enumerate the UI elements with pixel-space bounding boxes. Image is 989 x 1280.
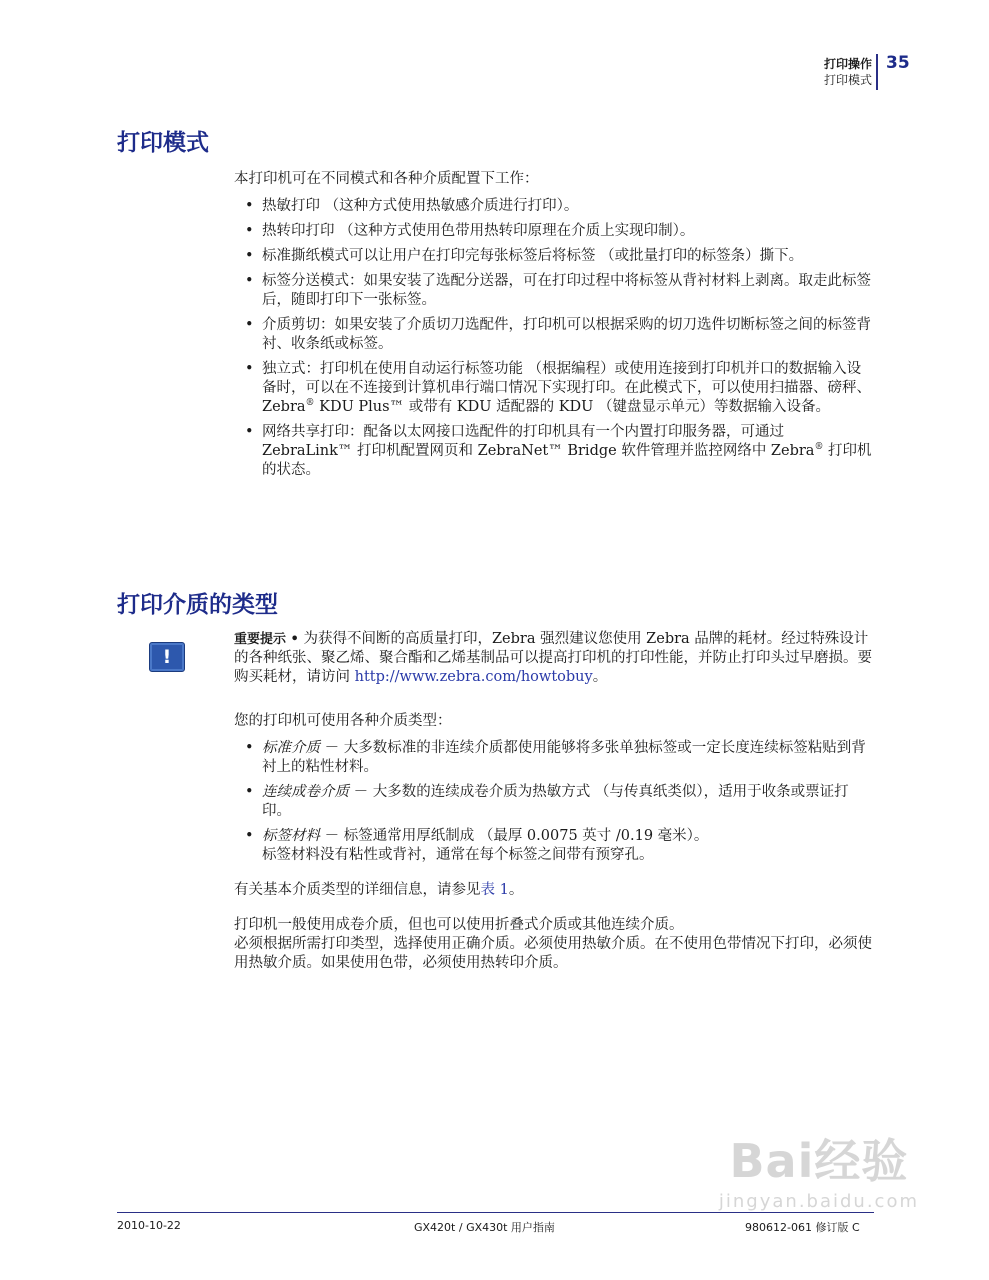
list-item: [234, 423, 874, 480]
howtobuy-link[interactable]: http://www.zebra.com/howtobuy: [354, 669, 593, 685]
media-desc: － 大多数的连续成卷介质为热敏方式 （与传真纸类似），适用于收条或票证打印。: [262, 784, 849, 819]
header-divider: [876, 54, 878, 90]
running-header: [824, 56, 872, 88]
bullet-text: KDU Plus™ 或带有 KDU 适配器的 KDU （键盘显示单元）等数据输入设备。: [314, 399, 830, 415]
registered-mark: ®: [814, 442, 824, 453]
footer-title: GX420t / GX430t 用户指南: [414, 1221, 555, 1234]
list-item: • 标签分送模式：如果安装了选配分送器，可在打印过程中将标签从背衬材料上剥离。取走此标签后，随即打印下一张标签。: [234, 272, 874, 310]
media-paragraph-2: 必须根据所需打印类型，选择使用正确介质。必须使用热敏介质。在不使用色带情况下打印，必须使用热敏介质。如果使用色带，必须使用热转印介质。: [234, 936, 872, 971]
media-paragraph-1: 打印机一般使用成卷介质，但也可以使用折叠式介质或其他连续介质。: [234, 917, 684, 933]
print-modes-list: [234, 197, 874, 480]
watermark: [719, 1125, 919, 1212]
list-item: [234, 739, 874, 777]
print-modes-body: [234, 170, 874, 486]
media-term: 标准介质: [262, 740, 320, 756]
footer-date: 2010-10-22: [117, 1219, 181, 1232]
important-paragraph: [234, 630, 874, 687]
registered-mark: ®: [305, 398, 315, 409]
media-term: 连续成卷介质: [262, 784, 349, 800]
important-end: 。: [592, 669, 608, 685]
list-item: • 热敏打印 （这种方式使用热敏感介质进行打印）。: [234, 197, 874, 216]
reference-paragraph: [234, 881, 874, 900]
media-desc: － 大多数标准的非连续介质都使用能够将多张单独标签或一定长度连续标签粘贴到背衬上的粘性材料。: [262, 740, 866, 775]
important-text: 为获得不间断的高质量打印，Zebra 强烈建议您使用 Zebra 品牌的耗材。经过特殊设计的各种纸张、聚乙烯、聚合酯和乙烯基制品可以提高打印机的打印性能，并防止打印头过早磨损。要购买耗材，请访问: [234, 631, 872, 685]
media-types-intro: 您的打印机可使用各种介质类型：: [234, 713, 452, 729]
list-item: [234, 783, 874, 821]
list-item: [234, 360, 874, 417]
list-item: • 热转印打印 （这种方式使用色带用热转印原理在介质上实现印制）。: [234, 222, 874, 241]
media-desc: － 标签通常用厚纸制成 （最厚 0.0075 英寸 /0.19 毫米）。: [320, 828, 709, 844]
bullet-text: 打印机的状态。: [262, 443, 872, 478]
reference-text: 有关基本介质类型的详细信息，请参见: [234, 882, 481, 898]
watermark-url: jingyan.baidu.com: [718, 1191, 919, 1212]
media-types-list: [234, 739, 874, 865]
media-types-body: [234, 712, 874, 973]
bullet-text: 网络共享打印：配备以太网接口选配件的打印机具有一个内置打印服务器，可通过 ZebraLink™ 打印机配置网页和 ZebraNet™ Bridge 软件管理并监控网络中 Zebra: [262, 424, 815, 459]
page-number: 35: [886, 53, 910, 73]
watermark-brand: Bai经验: [729, 1134, 909, 1188]
reference-end: 。: [508, 882, 524, 898]
print-modes-intro: 本打印机可在不同模式和各种介质配置下工作：: [234, 171, 539, 187]
bullet-text: 独立式：打印机在使用自动运行标签功能 （根据编程）或使用连接到打印机并口的数据输入设备时，可以在不连接到计算机串行端口情况下实现打印。在此模式下，可以使用扫描器、磅秤、 Zebra: [262, 361, 871, 415]
section-title-print-modes: 打印模式: [117, 130, 209, 156]
header-subsection: 打印模式: [823, 73, 872, 87]
important-notice-icon: !: [149, 642, 185, 672]
important-label: 重要提示 •: [234, 632, 299, 647]
important-note: [234, 630, 874, 687]
table-1-link[interactable]: 表 1: [480, 882, 509, 898]
section-title-media-types: 打印介质的类型: [117, 592, 278, 618]
list-item: • 标准撕纸模式可以让用户在打印完每张标签后将标签 （或批量打印的标签条）撕下。: [234, 247, 874, 266]
footer-revision: 980612-061 修订版 C: [745, 1221, 860, 1234]
list-item: [234, 827, 874, 865]
list-item: • 介质剪切：如果安装了介质切刀选配件，打印机可以根据采购的切刀选件切断标签之间的标签背衬、收条纸或标签。: [234, 316, 874, 354]
media-term: 标签材料: [262, 828, 320, 844]
media-desc-2: 标签材料没有粘性或背衬，通常在每个标签之间带有预穿孔。: [262, 847, 654, 863]
footer-divider: [117, 1212, 874, 1213]
header-section: 打印操作: [823, 57, 872, 71]
